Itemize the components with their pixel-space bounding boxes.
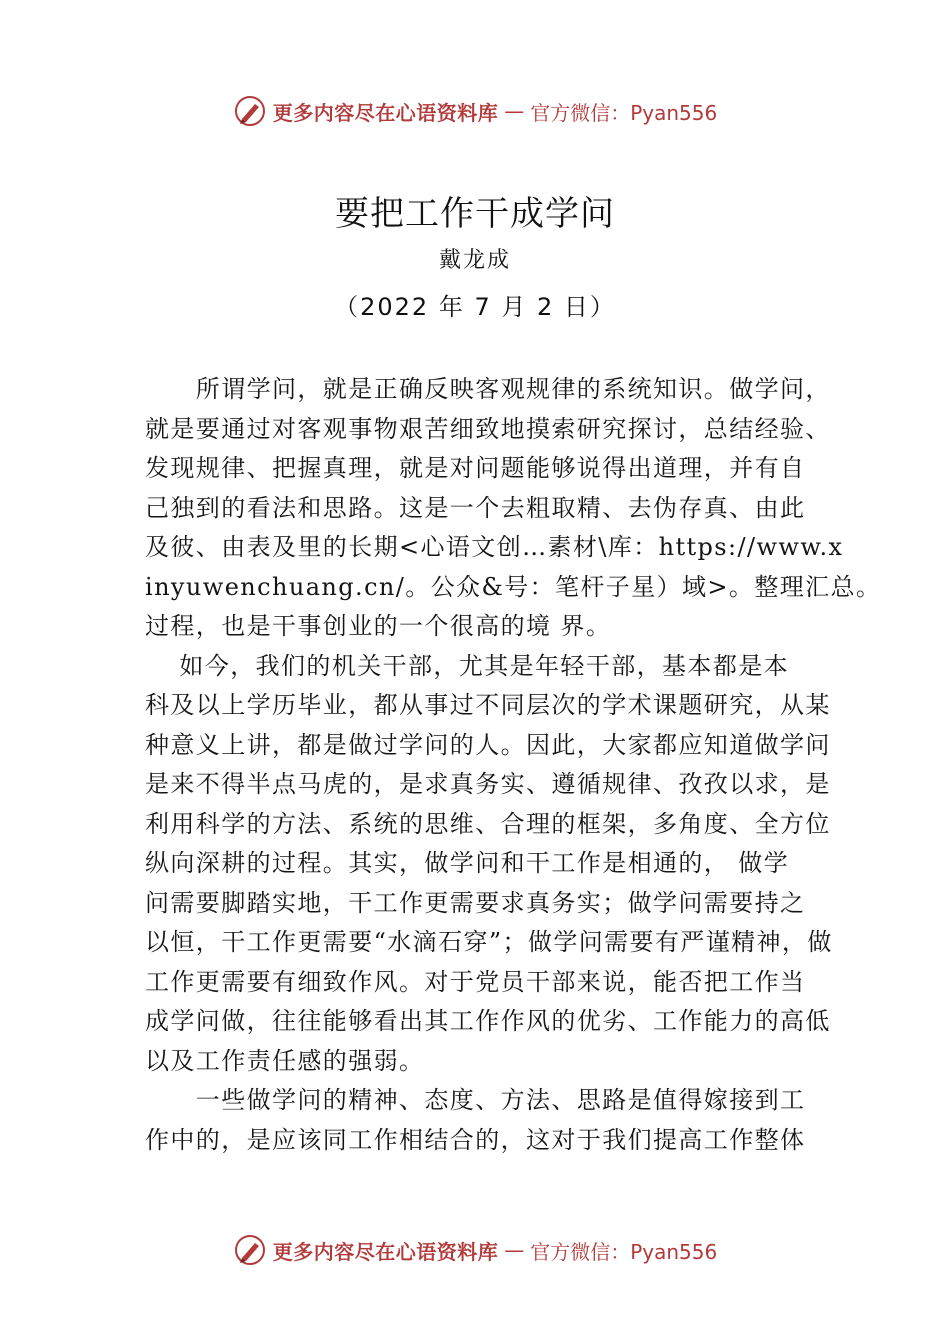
- body-line: inyuwenchuang.cn/。公众&号：笔杆子星）域>。整理汇总。: [145, 572, 882, 601]
- body-line: 纵向深耕的过程。其实，做学问和干工作是相通的， 做学: [145, 849, 790, 877]
- body-line: 利用科学的方法、系统的思维、合理的框架，多角度、全方位: [145, 809, 831, 838]
- banner-dash: —: [504, 1238, 525, 1262]
- body-line: 如今，我们的机关干部，尤其是年轻干部，基本都是本: [145, 651, 790, 680]
- pen-logo-icon: [233, 1233, 267, 1267]
- body-line: 成学问做，往往能够看出其工作作风的优劣、工作能力的高低: [145, 1007, 831, 1035]
- body-line: 所谓学问，就是正确反映客观规律的系统知识。做学问，: [145, 375, 831, 403]
- body-line: 以恒，干工作更需要“水滴石穿”；做学问需要有严谨精神，做: [145, 928, 833, 956]
- banner-wechat: 官方微信：Pyan556: [530, 1239, 718, 1264]
- body-line: 己独到的看法和思路。这是一个去粗取精、去伪存真、由此: [145, 493, 806, 522]
- document-date: （2022 年 7 月 2 日）: [334, 293, 616, 321]
- pen-logo-icon: [233, 94, 267, 128]
- banner-wechat: 官方微信：Pyan556: [530, 100, 718, 125]
- body-line: 工作更需要有细致作风。对于党员干部来说，能否把工作当: [145, 967, 806, 996]
- body-line: 是来不得半点马虎的，是求真务实、遵循规律、孜孜以求，是: [145, 770, 831, 798]
- banner-brand: 更多内容尽在心语资料库: [272, 1239, 499, 1264]
- body-line: 发现规律、把握真理，就是对问题能够说得出道理，并有自: [145, 454, 806, 482]
- body-line: 一些做学问的精神、态度、方法、思路是值得嫁接到工: [145, 1086, 806, 1114]
- footer-banner: [0, 1233, 950, 1267]
- body-line: 及彼、由表及里的长期<心语文创…素材\库：https://www.x: [145, 533, 844, 561]
- document-body: [145, 370, 882, 1160]
- document-title: 要把工作干成学问: [335, 194, 615, 234]
- document-author: 戴龙成: [438, 248, 511, 273]
- body-line: 就是要通过对客观事物艰苦细致地摸索研究探讨，总结经验、: [145, 414, 831, 443]
- body-line: 问需要脚踏实地，干工作更需要求真务实；做学问需要持之: [145, 888, 806, 917]
- banner-brand: 更多内容尽在心语资料库: [272, 100, 499, 125]
- banner-dash: —: [504, 99, 525, 123]
- header-banner: [0, 94, 950, 128]
- body-line: 以及工作责任感的强弱。: [145, 1046, 425, 1075]
- body-line: 种意义上讲，都是做过学问的人。因此，大家都应知道做学问: [145, 730, 831, 759]
- body-line: 科及以上学历毕业，都从事过不同层次的学术课题研究，从某: [145, 691, 831, 719]
- body-line: 作中的，是应该同工作相结合的，这对于我们提高工作整体: [145, 1125, 806, 1154]
- body-line: 过程，也是干事创业的一个很高的境 界。: [145, 612, 612, 640]
